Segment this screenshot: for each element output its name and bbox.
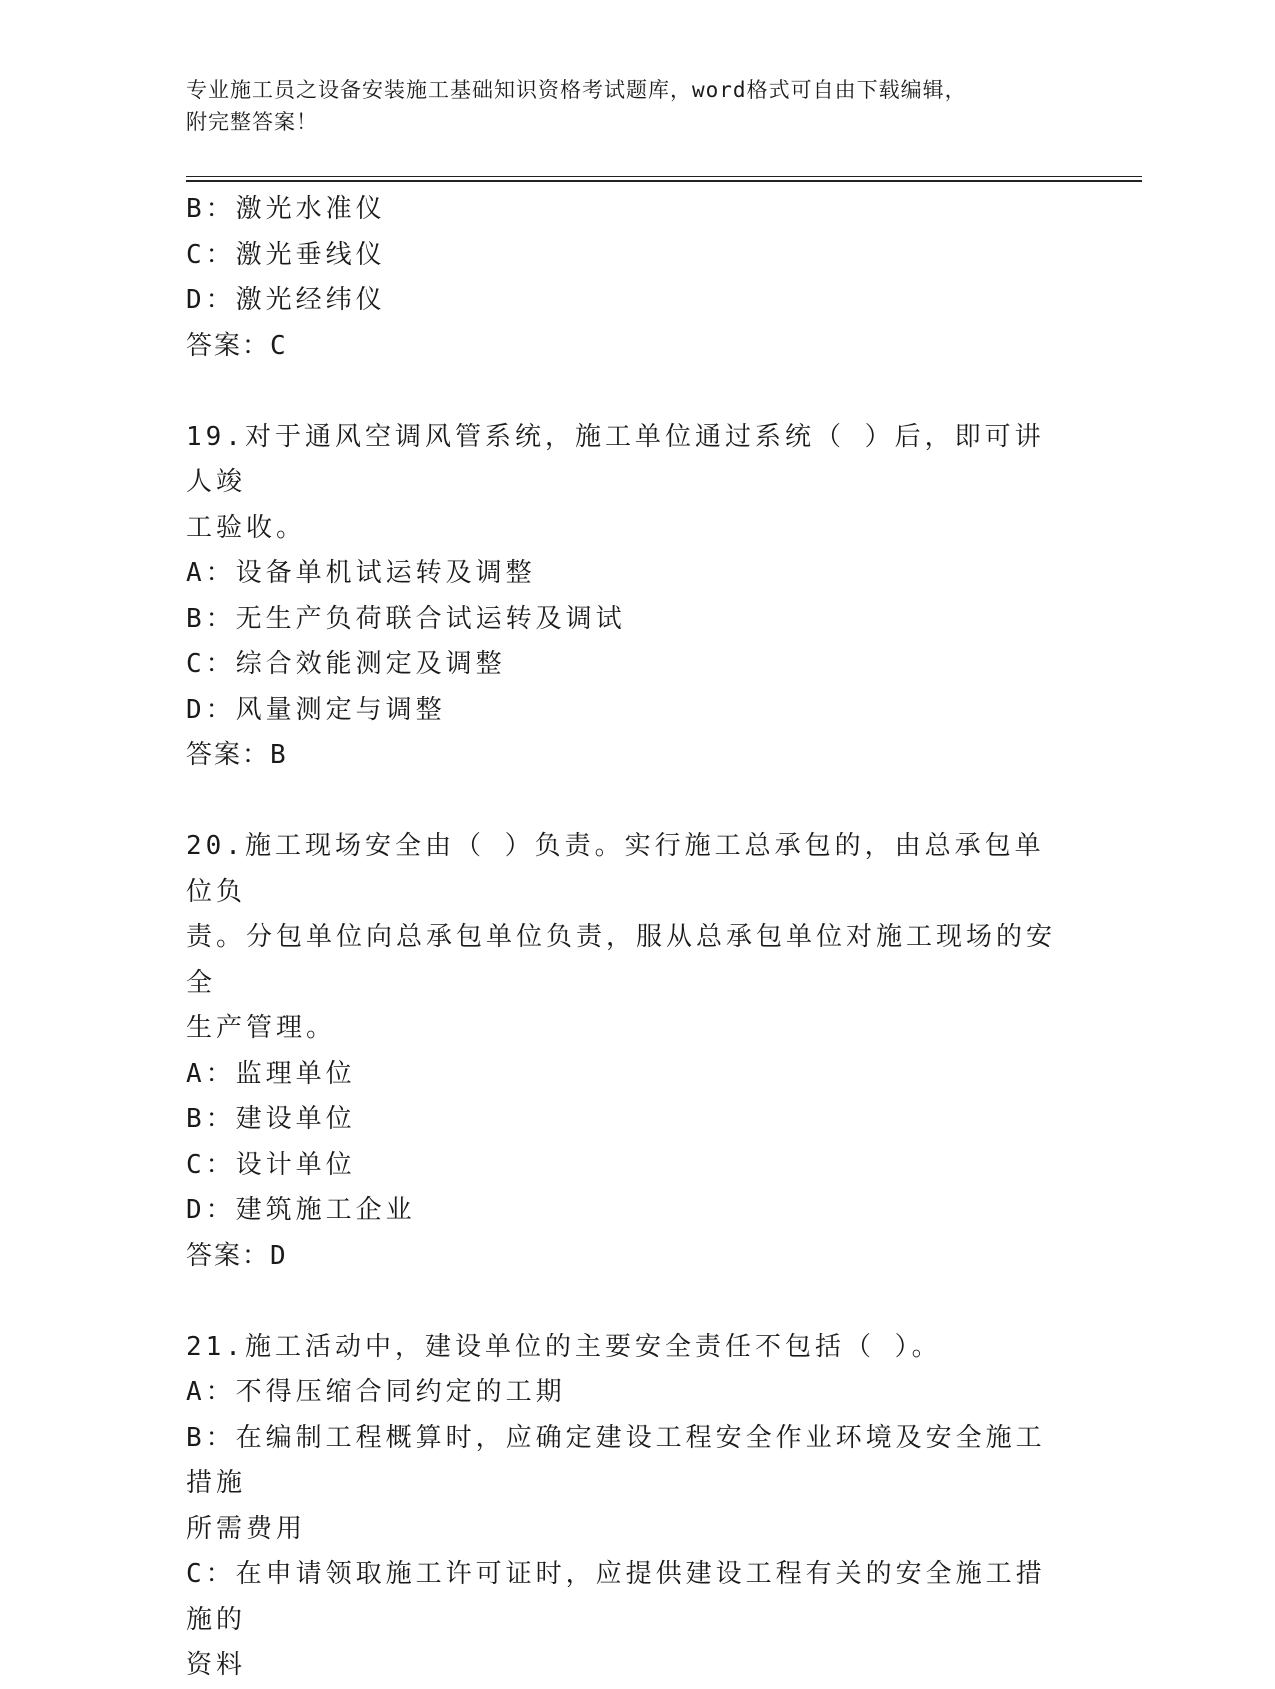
spacer	[186, 779, 1066, 825]
option-c: C：在申请领取施工许可证时，应提供建设工程有关的安全施工措施的	[186, 1559, 1046, 1635]
option-d: D：建筑施工企业	[186, 1195, 416, 1225]
option-a: A：监理单位	[186, 1058, 356, 1089]
header-note: 专业施工员之设备安装施工基础知识资格考试题库，word格式可自由下载编辑， 附完整答案！	[186, 78, 967, 134]
option-b: B：无生产负荷联合试运转及调试	[186, 603, 626, 634]
question-19	[186, 415, 1066, 779]
option-b: B：在编制工程概算时，应确定建设工程安全作业环境及安全施工措施	[186, 1422, 1046, 1498]
question-21	[186, 1325, 1066, 1689]
question-stem: 19.对于通风空调风管系统，施工单位通过系统（ ）后，即可讲人竣	[186, 421, 1045, 497]
question-20	[186, 824, 1066, 1279]
question-content	[186, 187, 1066, 1689]
question-stem: 21.施工活动中，建设单位的主要安全责任不包括（ ）。	[186, 1331, 942, 1362]
spacer	[186, 1279, 1066, 1325]
answer: 答案：D	[186, 1240, 288, 1271]
answer: 答案：C	[186, 330, 288, 361]
option-c: C：激光垂线仪	[186, 239, 386, 270]
answer: 答案：B	[186, 740, 288, 770]
question-stem-continued: 工验收。	[186, 512, 307, 543]
option-c: C：综合效能测定及调整	[186, 649, 506, 679]
option-d: D：激光经纬仪	[186, 285, 386, 315]
question-18-tail	[186, 187, 1066, 369]
question-stem: 20.施工现场安全由（ ）负责。实行施工总承包的，由总承包单位负	[186, 831, 1045, 907]
option-b: B：建设单位	[186, 1104, 356, 1134]
option-d: D：风量测定与调整	[186, 694, 446, 725]
option-b: B：激光水准仪	[186, 194, 386, 224]
option-a: A：设备单机试运转及调整	[186, 558, 536, 588]
option-c-continued: 资料	[186, 1650, 247, 1680]
option-a: A：不得压缩合同约定的工期	[186, 1377, 566, 1407]
option-c: C：设计单位	[186, 1149, 356, 1180]
header-rule-thin	[186, 176, 1142, 177]
question-stem-continued: 责。分包单位向总承包单位负责，服从总承包单位对施工现场的安全	[186, 922, 1057, 998]
header-rule-thick	[186, 180, 1142, 182]
option-b-continued: 所需费用	[186, 1513, 307, 1544]
spacer	[186, 369, 1066, 415]
question-stem-continued: 生产管理。	[186, 1013, 337, 1043]
